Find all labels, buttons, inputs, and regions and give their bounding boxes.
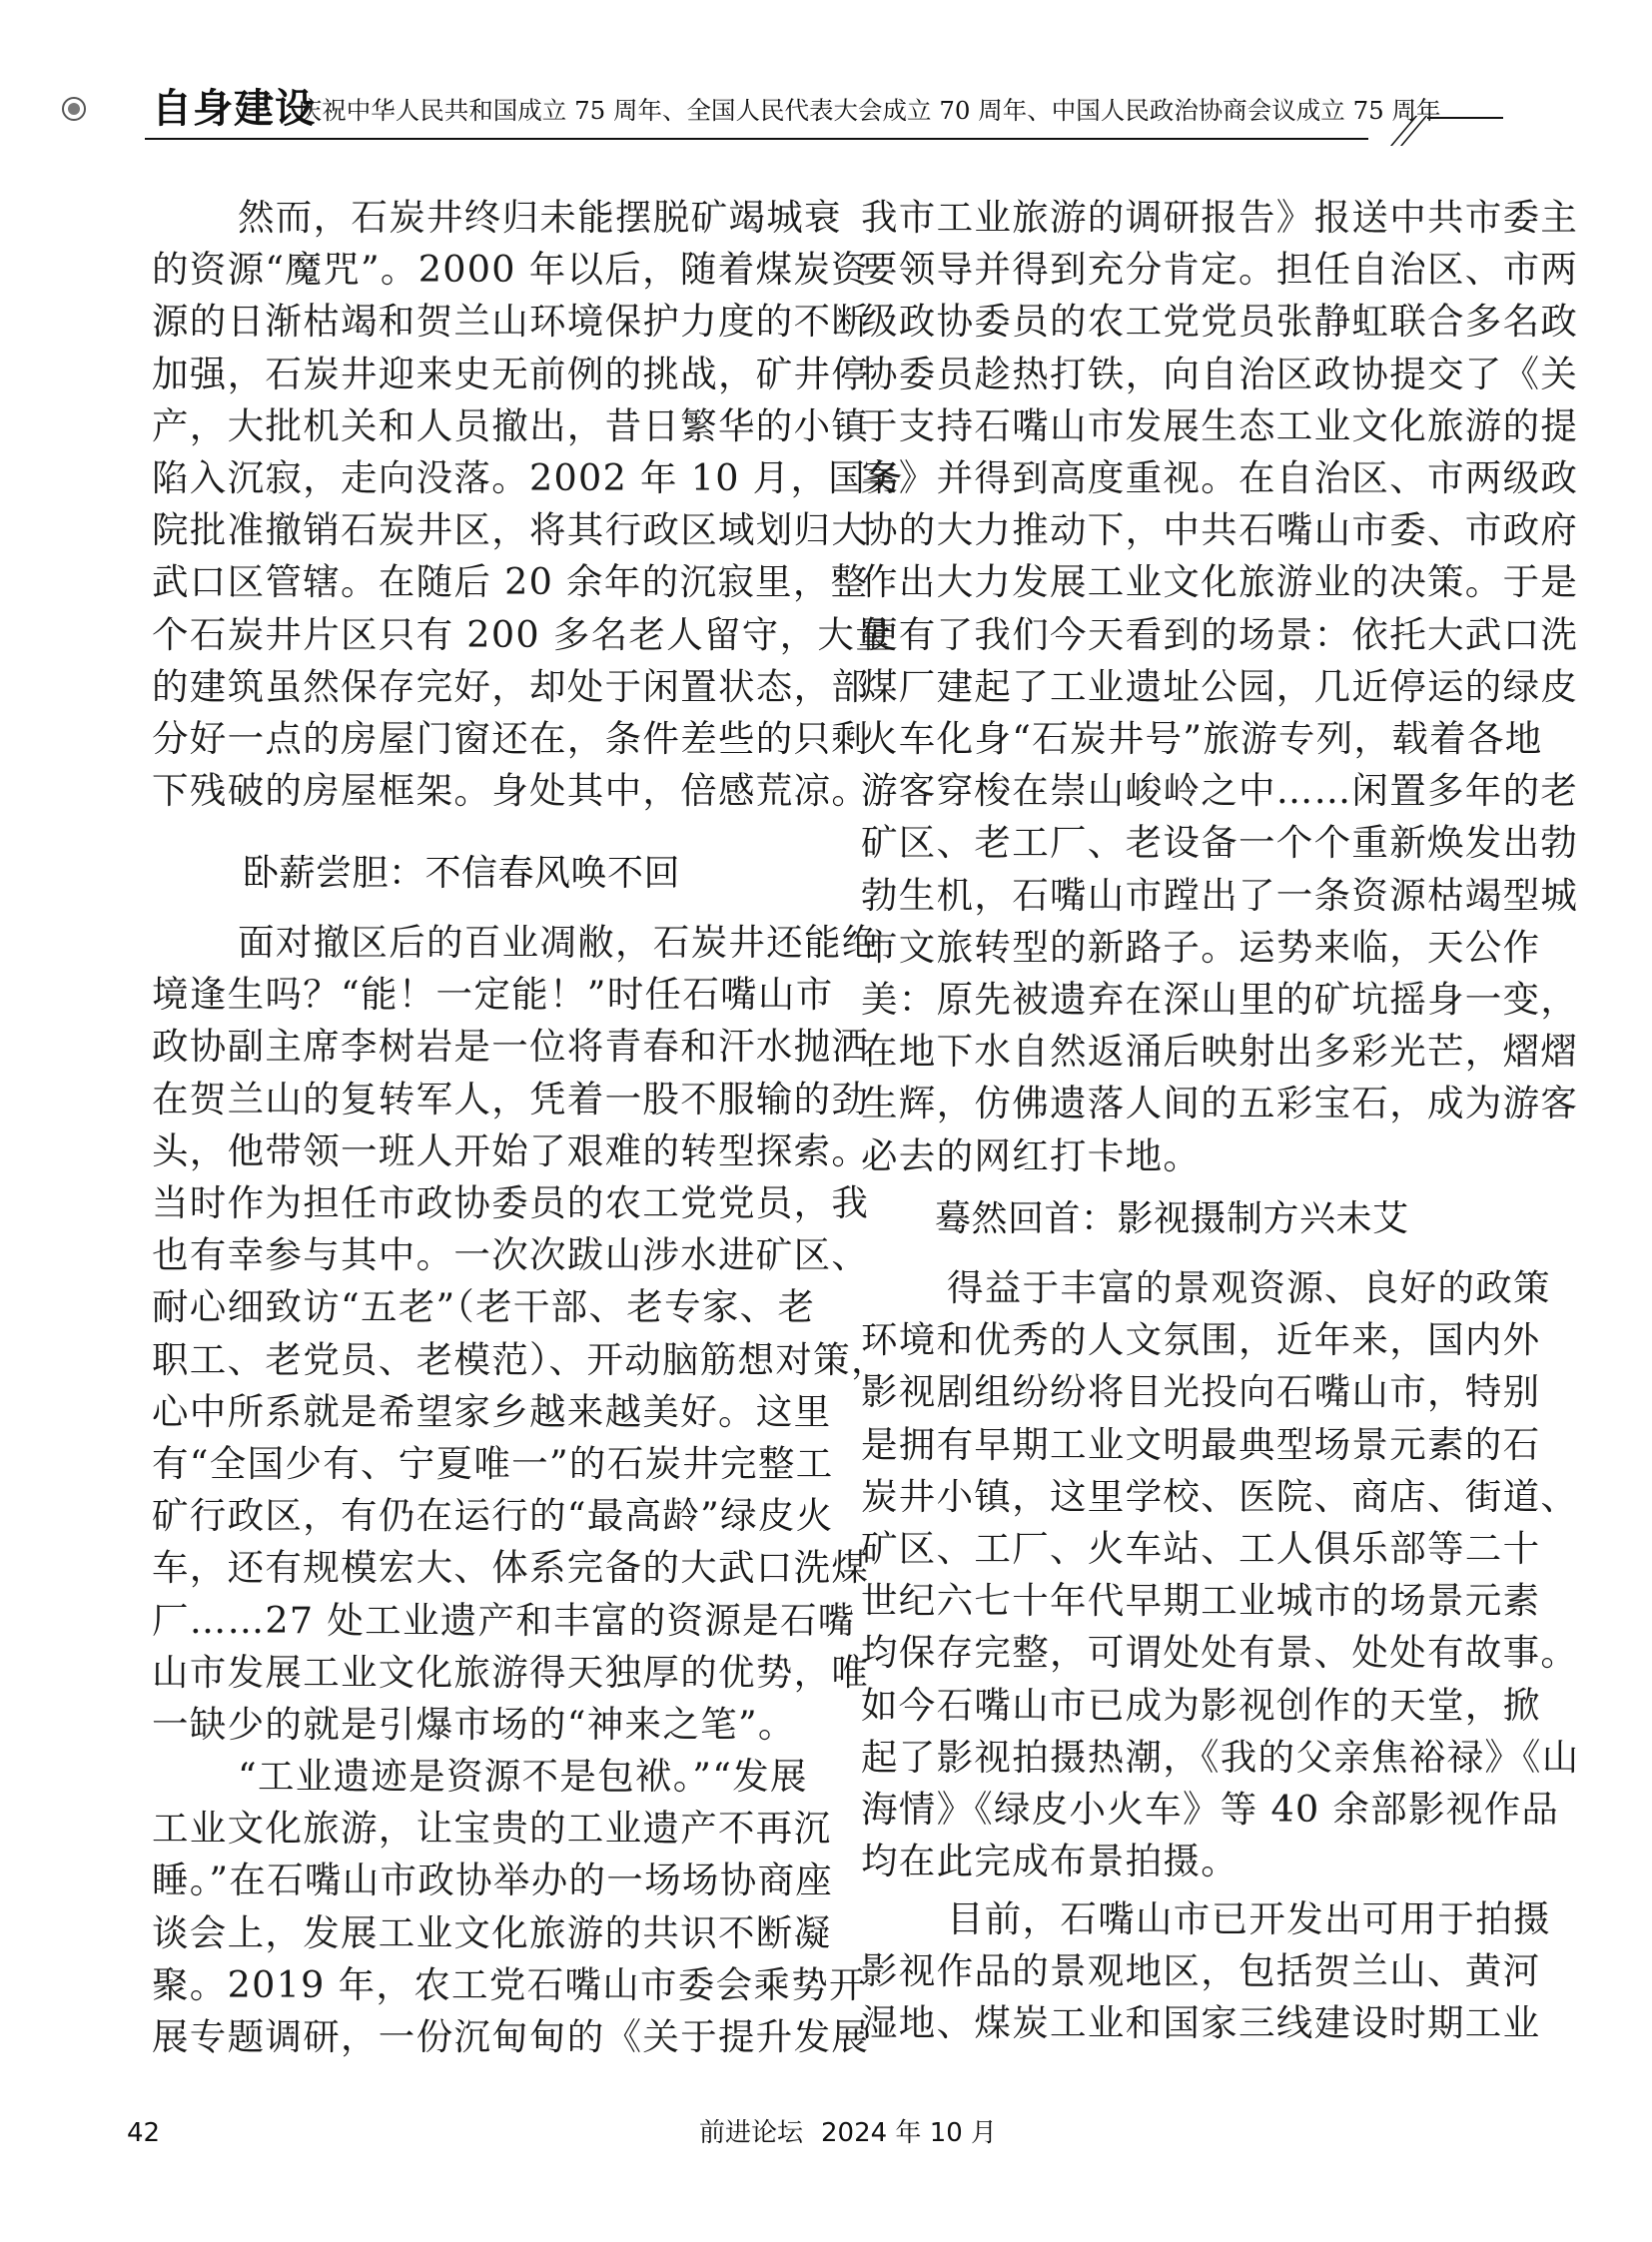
text-line: 有“全国少有、宁夏唯一”的石炭井完整工 (152, 1442, 834, 1485)
text-line: 影视剧组纷纷将目光投向石嘴山市，特别 (861, 1370, 1541, 1414)
text-line: 游客穿梭在崇山峻岭之中……闲置多年的老 (861, 769, 1579, 813)
text-line: 个石炭井片区只有 200 多名老人留守，大量 (152, 612, 893, 656)
text-line: 展专题调研，一份沉甸甸的《关于提升发展 (152, 2015, 870, 2058)
text-line: 然而，石炭井终归未能摆脱矿竭城衰 (238, 196, 842, 239)
text-line: 海情》《绿皮小火车》等 40 余部影视作品 (861, 1788, 1560, 1831)
text-line: 车，还有规模宏大、体系完备的大武口洗煤 (152, 1546, 870, 1590)
text-line: 生辉，仿佛遗落人间的五彩宝石，成为游客 (861, 1082, 1579, 1125)
page-number: 42 (127, 2118, 161, 2148)
text-line: 协的大力推动下，中共石嘴山市委、市政府 (861, 508, 1579, 552)
text-line: 在地下水自然返涌后映射出多彩光芒，熠熠 (861, 1030, 1579, 1074)
text-line: 一缺少的就是引爆市场的“神来之笔”。 (152, 1703, 796, 1746)
text-line: 境逢生吗？“能！一定能！”时任石嘴山市 (152, 973, 834, 1017)
text-line: 级政协委员的农工党党员张静虹联合多名政 (861, 300, 1579, 344)
text-line: 环境和优秀的人文氛围，近年来，国内外 (861, 1318, 1541, 1362)
text-line: 案》并得到高度重视。在自治区、市两级政 (861, 456, 1579, 499)
text-line: 院批准撤销石炭井区，将其行政区域划归大 (152, 508, 870, 552)
section-heading: 卧薪尝胆：不信春风唤不回 (243, 853, 681, 894)
text-line: 心中所系就是希望家乡越来越美好。这里 (152, 1389, 832, 1433)
text-line: 职工、老党员、老模范）、开动脑筋想对策， (152, 1337, 889, 1381)
text-line: 的建筑虽然保存完好，却处于闲置状态，部 (152, 664, 870, 708)
section-heading: 蓦然回首：影视摄制方兴未艾 (935, 1198, 1409, 1239)
text-line: 火车化身“石炭井号”旅游专列，载着各地 (861, 717, 1543, 760)
text-line: “工业遗迹是资源不是包袱。”“发展 (238, 1755, 808, 1798)
text-line: 影视作品的景观地区，包括贺兰山、黄河 (861, 1949, 1541, 1993)
text-line: 必去的网红打卡地。 (861, 1133, 1202, 1177)
text-line: 下残破的房屋框架。身处其中，倍感荒凉。 (152, 769, 870, 813)
text-line: 山市发展工业文化旅游得天独厚的优势，唯 (152, 1650, 870, 1694)
text-line: 工业文化旅游，让宝贵的工业遗产不再沉 (152, 1807, 832, 1851)
text-line: 我市工业旅游的调研报告》报送中共市委主 (861, 196, 1579, 239)
text-line: 武口区管辖。在随后 20 余年的沉寂里，整 (152, 560, 869, 604)
text-line: 产，大批机关和人员撤出，昔日繁华的小镇 (152, 403, 870, 447)
text-line: 于支持石嘴山市发展生态工业文化旅游的提 (861, 403, 1579, 447)
text-line: 要领导并得到充分肯定。担任自治区、市两 (861, 248, 1579, 292)
text-line: 如今石嘴山市已成为影视创作的天堂，掀 (861, 1683, 1541, 1727)
text-line: 均在此完成布景拍摄。 (861, 1840, 1239, 1883)
text-line: 也有幸参与其中。一次次跋山涉水进矿区、 (152, 1233, 870, 1277)
text-line: 聚。2019 年，农工党石嘴山市委会乘势开 (152, 1962, 867, 2006)
text-line: 勃生机，石嘴山市蹚出了一条资源枯竭型城 (861, 873, 1579, 917)
text-line: 起了影视拍摄热潮，《我的父亲焦裕禄》《山 (861, 1735, 1580, 1779)
header-rule (145, 138, 1368, 140)
section-title: 自身建设 (152, 85, 316, 132)
text-line: 市文旅转型的新路子。运势来临，天公作 (861, 925, 1541, 969)
text-line: 当时作为担任市政协委员的农工党党员，我 (152, 1181, 870, 1224)
text-line: 美：原先被遗弃在深山里的矿坑摇身一变， (861, 978, 1579, 1021)
text-line: 作出大力发展工业文化旅游业的决策。于是 (861, 560, 1579, 604)
text-line: 目前，石嘴山市已开发出可用于拍摄 (947, 1897, 1551, 1940)
text-line: 煤厂建起了工业遗址公园，几近停运的绿皮 (861, 664, 1579, 708)
text-line: 加强，石炭井迎来史无前例的挑战，矿井停 (152, 352, 870, 395)
magazine-name: 前进论坛 (699, 2118, 804, 2148)
text-line: 世纪六七十年代早期工业城市的场景元素 (861, 1579, 1541, 1623)
header-rule-right (1427, 117, 1503, 119)
text-line: 厂……27 处工业遗产和丰富的资源是石嘴 (152, 1598, 856, 1642)
text-line: 面对撤区后的百业凋敝，石炭井还能绝 (238, 921, 880, 964)
text-line: 得益于丰富的景观资源、良好的政策 (947, 1266, 1551, 1309)
text-line: 矿区、工厂、火车站、工人俱乐部等二十 (861, 1527, 1541, 1570)
issue-date: 2024 年 10 月 (821, 2118, 998, 2148)
text-line: 的资源“魔咒”。2000 年以后，随着煤炭资 (152, 248, 869, 292)
text-line: 分好一点的房屋门窗还在，条件差些的只剩 (152, 717, 870, 760)
text-line: 在贺兰山的复转军人，凭着一股不服输的劲 (152, 1077, 870, 1121)
text-line: 均保存完整，可谓处处有景、处处有故事。 (861, 1631, 1579, 1675)
running-header (0, 0, 1652, 150)
target-bullet-icon (62, 97, 86, 121)
text-line: 睡。”在石嘴山市政协举办的一场场协商座 (152, 1859, 834, 1902)
text-line: 头，他带领一班人开始了艰难的转型探索。 (152, 1128, 870, 1172)
text-line: 是拥有早期工业文明最典型场景元素的石 (861, 1422, 1541, 1466)
text-line: 矿区、老工厂、老设备一个个重新焕发出勃 (861, 821, 1579, 865)
header-subtitle: ·庆祝中华人民共和国成立 75 周年、全国人民代表大会成立 70 周年、中国人民政治协商会议成立 75 周年 (290, 96, 1441, 125)
text-line: 便有了我们今天看到的场景：依托大武口洗 (861, 612, 1579, 656)
text-line: 陷入沉寂，走向没落。2002 年 10 月，国务 (152, 456, 904, 499)
text-line: 湿地、煤炭工业和国家三线建设时期工业 (861, 2001, 1541, 2045)
text-line: 谈会上，发展工业文化旅游的共识不断凝 (152, 1910, 832, 1954)
text-line: 矿行政区，有仍在运行的“最高龄”绿皮火 (152, 1494, 834, 1538)
text-line: 协委员趁热打铁，向自治区政协提交了《关 (861, 352, 1579, 395)
text-line: 政协副主席李树岩是一位将青春和汗水抛洒 (152, 1025, 870, 1069)
text-line: 源的日渐枯竭和贺兰山环境保护力度的不断 (152, 300, 870, 344)
text-line: 炭井小镇，这里学校、医院、商店、街道、 (861, 1474, 1579, 1518)
text-line: 耐心细致访“五老”（老干部、老专家、老 (152, 1285, 816, 1329)
